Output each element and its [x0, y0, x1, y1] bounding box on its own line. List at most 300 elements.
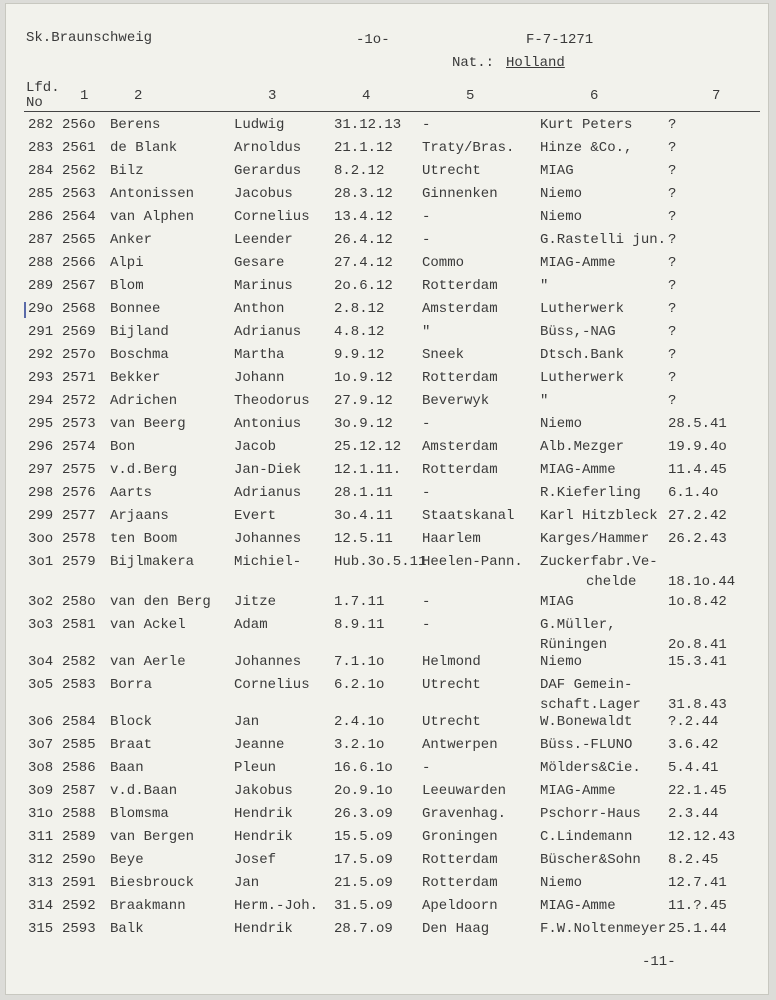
row-birthdate: 3o.4.11: [334, 508, 393, 524]
row-birthdate: 1o.9.12: [334, 370, 393, 386]
row-firstname: Herm.-Joh.: [234, 898, 319, 914]
row-lfd: 284: [28, 163, 54, 179]
row-birthdate: 3o.9.12: [334, 416, 393, 432]
row-surname: Antonissen: [110, 186, 195, 202]
row-surname: Anker: [110, 232, 153, 248]
row-birthplace: Utrecht: [422, 163, 481, 179]
row-employer: G.Rastelli jun.: [540, 232, 667, 248]
footer-page-number: -11-: [642, 954, 676, 970]
row-number: 257o: [62, 347, 96, 363]
row-firstname: Jan-Diek: [234, 462, 302, 478]
row-birthdate: 15.5.o9: [334, 829, 393, 845]
row-employer-line2: Rüningen: [540, 637, 608, 653]
row-birthplace: Apeldoorn: [422, 898, 498, 914]
row-note: 27.2.42: [668, 508, 727, 524]
col-head-2: 2: [134, 88, 143, 104]
row-employer: Mölders&Cie.: [540, 760, 641, 776]
row-lfd: 3o6: [28, 714, 54, 730]
row-lfd: 315: [28, 921, 54, 937]
row-employer: Karges/Hammer: [540, 531, 650, 547]
row-number: 2582: [62, 654, 96, 670]
row-birthdate: 26.3.o9: [334, 806, 393, 822]
row-birthdate: 31.12.13: [334, 117, 402, 133]
row-number: 2577: [62, 508, 96, 524]
row-number: 2567: [62, 278, 96, 294]
col-head-4: 4: [362, 88, 371, 104]
row-number: 2563: [62, 186, 96, 202]
row-number: 2572: [62, 393, 96, 409]
row-lfd: 293: [28, 370, 54, 386]
row-note: 2.3.44: [668, 806, 719, 822]
row-lfd: 311: [28, 829, 54, 845]
row-note: ?: [668, 278, 677, 294]
row-firstname: Adrianus: [234, 485, 302, 501]
row-firstname: Martha: [234, 347, 285, 363]
row-note: ?: [668, 370, 677, 386]
row-birthplace: -: [422, 209, 431, 225]
row-lfd: 291: [28, 324, 54, 340]
row-birthplace: Beverwyk: [422, 393, 490, 409]
row-lfd: 3o7: [28, 737, 54, 753]
row-note: ?: [668, 324, 677, 340]
row-firstname: Hendrik: [234, 921, 293, 937]
row-birthdate: 8.9.11: [334, 617, 385, 633]
row-note: 28.5.41: [668, 416, 727, 432]
row-lfd: 313: [28, 875, 54, 891]
row-surname: van Alphen: [110, 209, 195, 225]
row-number: 2562: [62, 163, 96, 179]
row-surname: Bon: [110, 439, 136, 455]
row-surname: Alpi: [110, 255, 144, 271]
row-lfd: 3o8: [28, 760, 54, 776]
table-row: [6, 783, 776, 803]
row-lfd: 3o1: [28, 554, 54, 570]
row-lfd: 299: [28, 508, 54, 524]
row-birthdate: 13.4.12: [334, 209, 393, 225]
row-lfd: 286: [28, 209, 54, 225]
row-firstname: Jakobus: [234, 783, 293, 799]
table-row: [6, 921, 776, 941]
row-birthplace: Traty/Bras.: [422, 140, 515, 156]
row-surname: Braakmann: [110, 898, 186, 914]
row-birthdate: 2o.9.1o: [334, 783, 393, 799]
row-lfd: 3oo: [28, 531, 54, 547]
row-number: 2565: [62, 232, 96, 248]
row-note: ?: [668, 301, 677, 317]
row-note: ?: [668, 232, 677, 248]
row-lfd: 288: [28, 255, 54, 271]
row-birthplace: Staatskanal: [422, 508, 515, 524]
row-surname: van Beerg: [110, 416, 186, 432]
document-page: [6, 4, 768, 994]
row-employer: Niemo: [540, 416, 583, 432]
row-surname: Adrichen: [110, 393, 178, 409]
row-employer: Karl Hitzbleck: [540, 508, 658, 524]
row-employer: F.W.Noltenmeyer: [540, 921, 667, 937]
row-birthplace: Gravenhag.: [422, 806, 507, 822]
row-lfd: 294: [28, 393, 54, 409]
row-firstname: Gesare: [234, 255, 285, 271]
row-lfd: 289: [28, 278, 54, 294]
row-lfd: 295: [28, 416, 54, 432]
col-head-3: 3: [268, 88, 277, 104]
row-note: 12.7.41: [668, 875, 727, 891]
row-firstname: Johann: [234, 370, 285, 386]
row-firstname: Jacob: [234, 439, 277, 455]
row-birthplace: -: [422, 117, 431, 133]
row-number: 2584: [62, 714, 96, 730]
row-birthdate: 28.1.11: [334, 485, 393, 501]
row-birthplace: Sneek: [422, 347, 465, 363]
table-row: [6, 617, 776, 653]
row-birthdate: 21.5.o9: [334, 875, 393, 891]
row-surname: Bijland: [110, 324, 169, 340]
row-note: 15.3.41: [668, 654, 727, 670]
row-lfd: 3o2: [28, 594, 54, 610]
row-lfd: 3o9: [28, 783, 54, 799]
row-number: 2574: [62, 439, 96, 455]
row-lfd: 297: [28, 462, 54, 478]
row-birthdate: 16.6.1o: [334, 760, 393, 776]
row-note: ?: [668, 347, 677, 363]
table-row: [6, 875, 776, 895]
row-number: 259o: [62, 852, 96, 868]
row-surname: Aarts: [110, 485, 153, 501]
table-row: [6, 852, 776, 872]
row-number: 2587: [62, 783, 96, 799]
row-firstname: Jacobus: [234, 186, 293, 202]
row-birthplace: Commo: [422, 255, 465, 271]
table-row: [6, 654, 776, 674]
row-firstname: Theodorus: [234, 393, 310, 409]
table-row: [6, 594, 776, 614]
row-birthplace: Rotterdam: [422, 278, 498, 294]
row-number: 2586: [62, 760, 96, 776]
row-surname: Biesbrouck: [110, 875, 195, 891]
col-head-6: 6: [590, 88, 599, 104]
row-number: 2585: [62, 737, 96, 753]
row-birthdate: 9.9.12: [334, 347, 385, 363]
row-employer: W.Bonewaldt: [540, 714, 633, 730]
row-note: 1o.8.42: [668, 594, 727, 610]
row-surname: Block: [110, 714, 153, 730]
row-lfd: 287: [28, 232, 54, 248]
row-number: 258o: [62, 594, 96, 610]
row-employer: G.Müller,: [540, 617, 616, 633]
row-birthplace: Haarlem: [422, 531, 481, 547]
row-number: 2579: [62, 554, 96, 570]
row-surname: Boschma: [110, 347, 169, 363]
row-number: 2564: [62, 209, 96, 225]
row-employer-line2: chelde: [586, 574, 637, 590]
row-number: 2573: [62, 416, 96, 432]
row-number: 2581: [62, 617, 96, 633]
row-birthplace: Utrecht: [422, 677, 481, 693]
row-firstname: Antonius: [234, 416, 302, 432]
row-birthplace: Den Haag: [422, 921, 490, 937]
row-birthplace: Ginnenken: [422, 186, 498, 202]
table-row: [6, 117, 776, 137]
row-employer: Niemo: [540, 654, 583, 670]
table-row: [6, 232, 776, 252]
row-number: 2578: [62, 531, 96, 547]
row-firstname: Hendrik: [234, 829, 293, 845]
table-row: [6, 898, 776, 918]
row-employer: MIAG-Amme: [540, 783, 616, 799]
row-employer: Alb.Mezger: [540, 439, 625, 455]
row-birthdate: Hub.3o.5.11: [334, 554, 427, 570]
table-row: [6, 301, 776, 321]
table-row: [6, 677, 776, 713]
row-birthplace: Groningen: [422, 829, 498, 845]
row-surname: de Blank: [110, 140, 178, 156]
row-lfd: 282: [28, 117, 54, 133]
row-note: 26.2.43: [668, 531, 727, 547]
row-birthdate: 28.3.12: [334, 186, 393, 202]
row-birthdate: 25.12.12: [334, 439, 402, 455]
row-lfd: 298: [28, 485, 54, 501]
table-row: [6, 163, 776, 183]
row-note: 18.1o.44: [668, 574, 736, 590]
table-row: [6, 806, 776, 826]
row-employer: C.Lindemann: [540, 829, 633, 845]
row-firstname: Jan: [234, 714, 260, 730]
nationality-label: Nat.:: [452, 55, 495, 71]
row-lfd: 29o: [28, 301, 54, 317]
row-firstname: Leender: [234, 232, 293, 248]
row-birthplace: -: [422, 232, 431, 248]
row-note: 31.8.43: [668, 697, 727, 713]
row-surname: v.d.Berg: [110, 462, 178, 478]
row-birthplace: Heelen-Pann.: [422, 554, 523, 570]
row-note: 6.1.4o: [668, 485, 719, 501]
row-firstname: Jeanne: [234, 737, 285, 753]
row-firstname: Arnoldus: [234, 140, 302, 156]
row-birthdate: 27.9.12: [334, 393, 393, 409]
row-firstname: Pleun: [234, 760, 277, 776]
row-employer: Lutherwerk: [540, 301, 625, 317]
row-birthplace: Leeuwarden: [422, 783, 507, 799]
col-head-no: No: [26, 95, 43, 111]
table-row: [6, 140, 776, 160]
row-employer: MIAG-Amme: [540, 255, 616, 271]
table-row: [6, 255, 776, 275]
row-note: ?: [668, 209, 677, 225]
header-page-number: -1o-: [356, 32, 390, 48]
table-row: [6, 416, 776, 436]
row-birthplace: Amsterdam: [422, 439, 498, 455]
header-rule: [24, 111, 760, 112]
row-employer: ": [540, 278, 549, 294]
row-birthdate: 8.2.12: [334, 163, 385, 179]
row-number: 2588: [62, 806, 96, 822]
table-row: [6, 370, 776, 390]
row-note: ?: [668, 117, 677, 133]
row-number: 2593: [62, 921, 96, 937]
row-birthplace: Rotterdam: [422, 852, 498, 868]
row-note: ?: [668, 186, 677, 202]
row-birthplace: -: [422, 594, 431, 610]
row-surname: v.d.Baan: [110, 783, 178, 799]
row-firstname: Johannes: [234, 531, 302, 547]
row-birthdate: 26.4.12: [334, 232, 393, 248]
row-note: 5.4.41: [668, 760, 719, 776]
col-head-7: 7: [712, 88, 721, 104]
row-note: ?: [668, 163, 677, 179]
row-note: ?: [668, 255, 677, 271]
row-birthplace: Utrecht: [422, 714, 481, 730]
row-birthplace: Rotterdam: [422, 462, 498, 478]
row-firstname: Johannes: [234, 654, 302, 670]
row-birthdate: 4.8.12: [334, 324, 385, 340]
col-head-5: 5: [466, 88, 475, 104]
row-note: 2o.8.41: [668, 637, 727, 653]
table-row: [6, 508, 776, 528]
row-lfd: 285: [28, 186, 54, 202]
row-birthplace: Antwerpen: [422, 737, 498, 753]
row-employer: Niemo: [540, 186, 583, 202]
row-firstname: Evert: [234, 508, 277, 524]
row-employer-line2: schaft.Lager: [540, 697, 641, 713]
row-employer: Niemo: [540, 875, 583, 891]
row-employer: Hinze &Co.,: [540, 140, 633, 156]
row-note: 11.4.45: [668, 462, 727, 478]
row-firstname: Adrianus: [234, 324, 302, 340]
row-firstname: Cornelius: [234, 209, 310, 225]
header-location: Sk.Braunschweig: [26, 30, 153, 46]
row-birthplace: -: [422, 760, 431, 776]
row-firstname: Gerardus: [234, 163, 302, 179]
row-employer: Büscher&Sohn: [540, 852, 641, 868]
row-lfd: 31o: [28, 806, 54, 822]
table-row: [6, 347, 776, 367]
row-surname: van den Berg: [110, 594, 211, 610]
row-surname: Balk: [110, 921, 144, 937]
row-lfd: 312: [28, 852, 54, 868]
row-note: 25.1.44: [668, 921, 727, 937]
nationality-value: Holland: [506, 55, 565, 71]
row-number: 2592: [62, 898, 96, 914]
row-surname: Bonnee: [110, 301, 161, 317]
table-row: [6, 714, 776, 734]
row-birthdate: 6.2.1o: [334, 677, 385, 693]
table-row: [6, 760, 776, 780]
row-firstname: Hendrik: [234, 806, 293, 822]
row-surname: Borra: [110, 677, 153, 693]
row-lfd: 3o4: [28, 654, 54, 670]
row-number: 2561: [62, 140, 96, 156]
row-surname: Beye: [110, 852, 144, 868]
row-birthdate: 28.7.o9: [334, 921, 393, 937]
table-row: [6, 278, 776, 298]
row-employer: Büss,-NAG: [540, 324, 616, 340]
row-lfd: 296: [28, 439, 54, 455]
row-number: 2575: [62, 462, 96, 478]
row-number: 2591: [62, 875, 96, 891]
row-firstname: Josef: [234, 852, 277, 868]
row-number: 2566: [62, 255, 96, 271]
table-row: [6, 737, 776, 757]
row-employer: DAF Gemein-: [540, 677, 633, 693]
row-surname: Bekker: [110, 370, 161, 386]
row-birthplace: -: [422, 485, 431, 501]
row-note: 8.2.45: [668, 852, 719, 868]
row-surname: Blomsma: [110, 806, 169, 822]
row-number: 2569: [62, 324, 96, 340]
row-note: ?: [668, 393, 677, 409]
table-row: [6, 439, 776, 459]
row-employer: R.Kieferling: [540, 485, 641, 501]
row-employer: Lutherwerk: [540, 370, 625, 386]
row-employer: MIAG: [540, 594, 574, 610]
row-firstname: Michiel-: [234, 554, 302, 570]
row-surname: Braat: [110, 737, 153, 753]
row-surname: Baan: [110, 760, 144, 776]
table-row: [6, 554, 776, 590]
table-row: [6, 393, 776, 413]
row-birthdate: 7.1.1o: [334, 654, 385, 670]
row-number: 2571: [62, 370, 96, 386]
row-birthplace: Helmond: [422, 654, 481, 670]
row-birthplace: Rotterdam: [422, 875, 498, 891]
row-note: 12.12.43: [668, 829, 736, 845]
row-surname: Arjaans: [110, 508, 169, 524]
row-employer: Niemo: [540, 209, 583, 225]
row-surname: van Aerle: [110, 654, 186, 670]
row-birthdate: 21.1.12: [334, 140, 393, 156]
row-birthdate: 2.8.12: [334, 301, 385, 317]
row-birthdate: 12.5.11: [334, 531, 393, 547]
row-note: 11.?.45: [668, 898, 727, 914]
row-surname: Bijlmakera: [110, 554, 195, 570]
row-birthdate: 2o.6.12: [334, 278, 393, 294]
row-birthdate: 1.7.11: [334, 594, 385, 610]
header-file-number: F-7-1271: [526, 32, 594, 48]
row-employer: Pschorr-Haus: [540, 806, 641, 822]
table-row: [6, 531, 776, 551]
row-birthdate: 12.1.11.: [334, 462, 402, 478]
row-surname: van Ackel: [110, 617, 186, 633]
row-number: 2576: [62, 485, 96, 501]
row-firstname: Cornelius: [234, 677, 310, 693]
row-birthdate: 27.4.12: [334, 255, 393, 271]
row-lfd: 283: [28, 140, 54, 156]
row-surname: Berens: [110, 117, 161, 133]
table-row: [6, 324, 776, 344]
row-surname: Bilz: [110, 163, 144, 179]
row-surname: van Bergen: [110, 829, 195, 845]
row-birthplace: ": [422, 324, 431, 340]
row-employer: Kurt Peters: [540, 117, 633, 133]
row-number: 2568: [62, 301, 96, 317]
row-birthplace: Rotterdam: [422, 370, 498, 386]
col-head-1: 1: [80, 88, 89, 104]
row-lfd: 292: [28, 347, 54, 363]
row-lfd: 3o3: [28, 617, 54, 633]
col-head-lfd: Lfd.: [26, 80, 60, 96]
row-firstname: Anthon: [234, 301, 285, 317]
row-birthdate: 3.2.1o: [334, 737, 385, 753]
table-row: [6, 186, 776, 206]
row-note: 19.9.4o: [668, 439, 727, 455]
row-surname: ten Boom: [110, 531, 178, 547]
row-firstname: Marinus: [234, 278, 293, 294]
row-firstname: Adam: [234, 617, 268, 633]
table-row: [6, 485, 776, 505]
row-note: 3.6.42: [668, 737, 719, 753]
row-lfd: 314: [28, 898, 54, 914]
row-note: ?.2.44: [668, 714, 719, 730]
